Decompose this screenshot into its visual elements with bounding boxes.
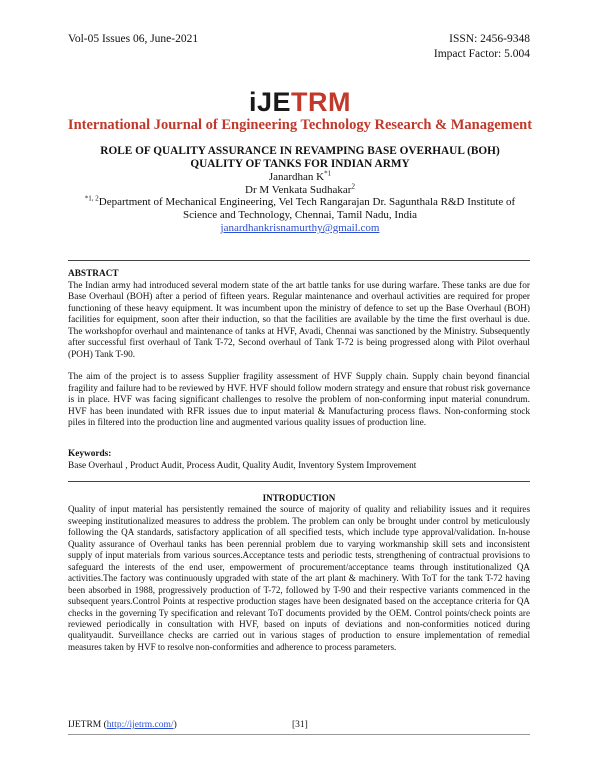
footer-journal-prefix: IJETRM ( (68, 720, 107, 730)
journal-logo (0, 88, 600, 116)
author-2-name: Dr M Venkata Sudhakar (245, 184, 352, 196)
affiliation-line-1: Department of Mechanical Engineering, Vel Tech Rangarajan Dr. Sagunthala R&D Institute of (98, 196, 516, 208)
author-email-link[interactable]: janardhankrisnamurthy@gmail.com (220, 222, 380, 234)
journal-name: International Journal of Engineering Technology Research & Management (67, 117, 533, 133)
logo-part2: TRM (291, 87, 351, 117)
title-line-1: ROLE OF QUALITY ASSURANCE IN REVAMPING BASE OVERHAUL (BOH) (100, 145, 500, 157)
introduction-heading: INTRODUCTION (262, 493, 336, 503)
title-line-2: QUALITY OF TANKS FOR INDIAN ARMY (190, 158, 410, 170)
author-2-sup: 2 (351, 182, 355, 191)
abstract-section (68, 269, 530, 430)
abstract-paragraph-1: The Indian army had introduced several modern state of the art battle tanks for use during warfare. These tanks are due for Base Overhaul (BOH) after a period of fifteen years. Regular maintenance and overhaul activities are required for proper functioning of these heavy equipment. It was incumbent upon the ministry of defence to set up the Base Overhaul (BOH) facilities for equipment, soon after their induction, so that the facilities are available by the time the first overhaul is due. The workshopfor overhaul and maintenance of tanks at HVF, Avadi, Chennai was sanctioned by the Ministry. Subsequently after successful first overhaul of Tank T-72, Second overhaul of Tank T-72 is being progressed along with Pilot overhaul (POH) Tank T-90. (68, 280, 530, 360)
affiliation-line-2: Science and Technology, Chennai, Tamil Nadu, India (182, 209, 418, 221)
footer-divider (68, 734, 530, 735)
footer-url-link[interactable]: http://ijetrm.com/ (106, 720, 174, 730)
author-1 (60, 171, 540, 184)
affiliation-sup: *1, 2 (84, 194, 99, 203)
volume-info: Vol-05 Issues 06, June-2021 (68, 33, 199, 45)
author-1-name: Janardhan K (268, 171, 325, 183)
keywords-heading: Keywords: (68, 449, 112, 459)
keywords-section (68, 449, 530, 472)
footer-journal-suffix: ) (173, 720, 177, 730)
logo-part1: iJE (248, 87, 292, 117)
footer-journal (68, 720, 177, 730)
abstract-heading: ABSTRACT (68, 269, 119, 279)
impact-factor: Impact Factor: 5.004 (433, 48, 530, 60)
affiliation (45, 196, 555, 222)
top-divider (68, 260, 530, 261)
issn: ISSN: 2456-9348 (449, 33, 530, 45)
abstract-paragraph-2: The aim of the project is to assess Supplier fragility assessment of HVF Supply chain. Supply chain beyond financial fragility and failure had to be reviewed by HVF. HVF should follow modern strategy and ensure that robust risk governance is in place. HVF was facing significant challenges to resolve the problem of non-conforming input material conundrum. HVF has been inundated with RFR issues due to input material & Manufacturing process flaws. Non-conforming stock piles in filtered into the production line and augmented various quality issues of production line. (68, 372, 530, 428)
keywords-text: Base Overhaul , Product Audit, Process Audit, Quality Audit, Inventory System Improvement (68, 460, 417, 471)
author-1-sup: *1 (324, 169, 332, 178)
page-number: [31] (292, 720, 308, 730)
article-title (60, 145, 540, 171)
introduction-section (68, 493, 530, 653)
keywords-divider (68, 481, 530, 482)
introduction-paragraph: Quality of input material has persistently remained the source of majority of quality and reliability issues and it requires sweeping institutionalized measures to address the problem. The problem can only be brought under control by meticulously following the QA standards, satisfactory application of all specified tests, which include type approval/validation. In-house Quality assurance of Overhaul tanks has been perennial problem due to varying workmanship skill sets and inconsistent supply of input materials from various sources.Acceptance tests and periodic tests, strengthening of contractual provisions to safeguard the interests of the end user, empowerment of procurement/acceptance teams through institutionalized QA activities.The factory was continuously upgraded with state of the art plant & machinery. With ToT for the tank T-72 having been absorbed in 1988, progressively production of T-72, followed by T-90 and their respective variants commenced in the subsequent years.Control Points at respective production stages have been designated based on the acceptance criteria for QA checks in the governing Ty specification and relevant ToT documents provided by the OEM. Control points/check points are reviewed periodically in consultation with HVF, based on inputs of deviations and non-conformities noticed during qualityaudit. Surveillance checks are carried out in various stages of production to ensure implementation of remedial measures taken by HVF to resolve non-conformities and adherence to process parameters. (68, 504, 530, 652)
